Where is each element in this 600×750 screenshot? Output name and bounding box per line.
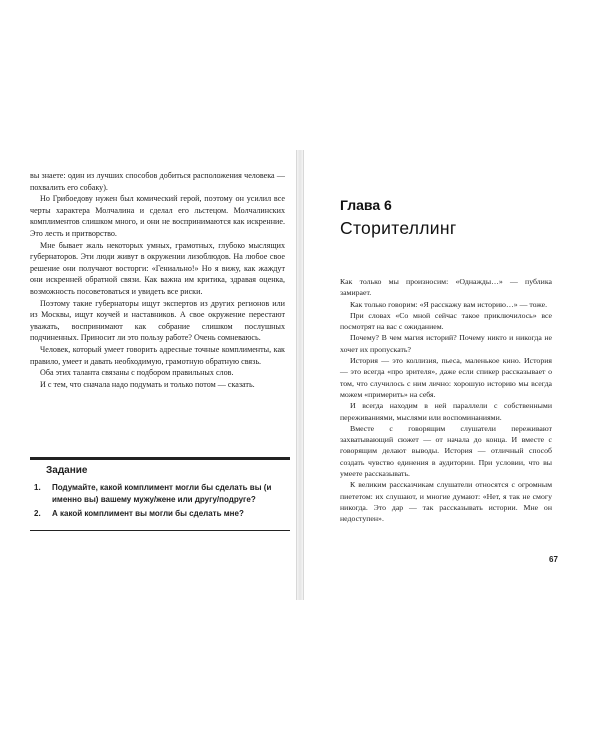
- task-box: [30, 457, 290, 531]
- paragraph: Оба этих таланта связаны с подбором правильных слов.: [40, 368, 234, 378]
- paragraph: И с тем, что сначала надо подумать и только потом — сказать.: [40, 379, 255, 389]
- chapter-label: Глава 6: [340, 197, 392, 213]
- paragraph: Поэтому такие губернаторы ищут экспертов из других регионов или из Москвы, ищут коучей и наставников. А свое окружение перестают уважать, воспринимают как собрание слишком послушных подчиненных. Приносит ли это пользу работе? Очень сомневаюсь.: [30, 298, 285, 343]
- task-item: [30, 508, 290, 520]
- page-number: 67: [549, 555, 558, 564]
- left-page-text: [30, 170, 285, 390]
- page-divider-left: [296, 150, 297, 600]
- paragraph: Мне бывает жаль некоторых умных, грамотных, глубоко мыслящих губернаторов. Эти люди живут в окружении лизоблюдов. На любое свое решение они получают восторги: «Гениально!» Но я вижу, как жаждут они искренней обратной связи. Как важна им критика, здравая оценка, возможность посоветоваться и увидеть все риски.: [30, 240, 285, 296]
- paragraph: История — это коллизия, пьеса, маленькое кино. История — это всегда «про зрителя», даже если спикер рассказывает о том, что случилось с ним лично: хорошую историю мы всегда можем «примерить» на себя.: [340, 356, 552, 399]
- task-number: 1.: [34, 483, 41, 492]
- paragraph: Как только мы произносим: «Однажды…» — публика замирает.: [340, 277, 552, 298]
- right-page-text: [340, 276, 552, 525]
- page-divider-right: [303, 150, 304, 600]
- paragraph: Как только говорим: «Я расскажу вам историю…» — тоже.: [350, 299, 548, 309]
- paragraph: К великим рассказчикам слушатели относятся с огромным пиететом: их слушают, и многие думают: «Нет, я так не смогу никогда. Это дар — так рассказывать истории. Мне он недоступен».: [340, 480, 552, 524]
- paragraph: Вместе с говорящим слушатели переживают захватывающий сюжет — от начала до конца. И вместе с говорящим делают выводы. История — отличный способ создать чувство единения в аудитории. При условии, что вы умеете рассказывать.: [340, 423, 552, 479]
- paragraph: Человек, который умеет говорить адресные точные комплименты, как правило, умеет и давать необходимую, грамотную обратную связь.: [30, 344, 285, 366]
- chapter-title: Сторителлинг: [340, 218, 457, 238]
- paragraph: И всегда находим в ней параллели с собственными переживаниями, мыслями или воспоминаниями.: [340, 401, 552, 422]
- task-number: 2.: [34, 509, 41, 518]
- task-item: [30, 482, 290, 505]
- paragraph: вы знаете: один из лучших способов добиться расположения человека — похвалить его собаку).: [30, 171, 285, 192]
- task-title: Задание: [46, 465, 88, 476]
- paragraph: Но Грибоедову нужен был комический герой, поэтому он усилил все черты характера Молчалина и сделал его льстецом. Молчалинских комплиментов слишком много, и они не воспринимаются как искренние. Это лесть и притворство.: [30, 194, 285, 238]
- task-text: Подумайте, какой комплимент могли бы сделать вы (и именно вы) вашему мужу/жене или другу/подруге?: [52, 483, 272, 504]
- task-text: А какой комплимент вы могли бы сделать мне?: [52, 509, 244, 518]
- paragraph: Почему? В чем магия историй? Почему никто и никогда не хочет их пропускать?: [340, 333, 552, 354]
- paragraph: При словах «Со мной сейчас такое приключилось» все посмотрят на вас с ожиданием.: [340, 310, 552, 332]
